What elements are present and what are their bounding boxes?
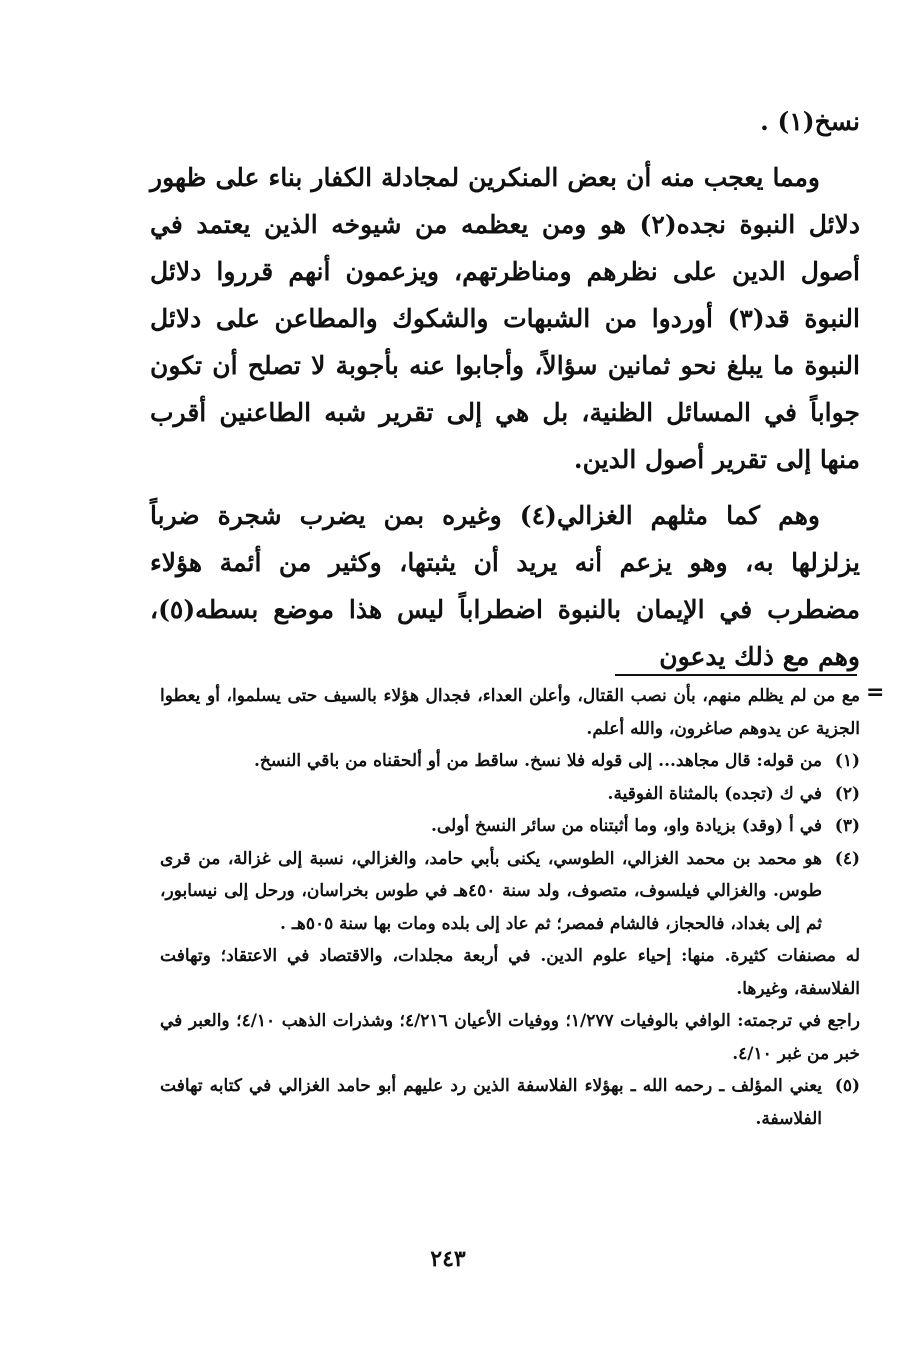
footnote-number: (٤) <box>834 848 860 869</box>
footnote-text: في ك (تجده) بالمثناة الفوقية. <box>607 783 822 804</box>
footnote-number: (٣) <box>834 816 860 836</box>
main-paragraph-3: وهم كما مثلهم الغزالي(٤) وغيره بمن يضرب شجرة ضرباً يزلزلها به، وهو يزعم أنه يريد أن يثبتها، وكثير من أئمة هؤلاء مضطرب في الإيمان بالنبوة اضطراباً ليس هذا موضع بسطه(٥)، وهم مع ذلك يدعون <box>150 501 860 671</box>
footnote-continuation-text: مع من لم يظلم منهم، بأن نصب القتال، وأعلن العداء، فجدال هؤلاء بالسيف حتى يسلموا، أو يعطوا الجزية عن يدوهم صاغرون، والله أعلم. <box>160 686 860 739</box>
page-number: ٢٤٣ <box>430 1246 466 1272</box>
footnote-5 <box>160 1070 860 1135</box>
main-paragraph-1: نسخ(١) . <box>760 107 860 136</box>
footnote-number: (١) <box>834 751 860 771</box>
footnote-text: يعني المؤلف ـ رحمه الله ـ بهؤلاء الفلاسفة الذين رد عليهم أبو حامد الغزالي في كتابه تهافت الفلاسفة. <box>160 1076 822 1129</box>
footnote-2 <box>160 778 860 811</box>
footnote-text: من قوله: قال مجاهد... إلى قوله فلا نسخ. ساقط من أو ألحقناه من باقي النسخ. <box>254 751 822 771</box>
footnote-4-references: راجع في ترجمته: الوافي بالوفيات ١/٢٧٧؛ ووفيات الأعيان ٤/٢١٦؛ وشذرات الذهب ٤/١٠؛ والعبر في خبر من غبر ٤/١٠. <box>160 1011 860 1064</box>
footnote-number: (٥) <box>834 1076 860 1096</box>
main-paragraph-2: ومما يعجب منه أن بعض المنكرين لمجادلة الكفار بناء على ظهور دلائل النبوة نجده(٢) هو ومن يعظمه من شيوخه الذين يعتمد في أصول الدين على نظرهم ومناظرتهم، ويزعمون أنهم قرروا دلائل النبوة قد(٣) أوردوا من الشبهات والشكوك والمطاعن على دلائل النبوة ما يبلغ نحو ثمانين سؤالاً، وأجابوا عنه بأجوبة لا تصلح أن تكون جواباً في المسائل الظنية، بل هي إلى تقرير شبه الطاعنين أقرب منها إلى تقرير أصول الدين. <box>150 163 860 474</box>
footnotes-block <box>160 680 860 1135</box>
footnote-separator <box>615 674 857 676</box>
main-text-block <box>150 98 860 680</box>
footnote-1 <box>160 745 860 778</box>
footnote-number: (٢) <box>834 783 860 804</box>
footnote-4-works: له مصنفات كثيرة. منها: إحياء علوم الدين. في أربعة مجلدات، والاقتصاد في الاعتقاد؛ وتهافت الفلاسفة، وغيرها. <box>160 946 860 999</box>
footnote-text: في أ (وقد) بزيادة واو، وما أثبتناه من سائر النسخ أولى. <box>430 816 822 836</box>
footnote-3 <box>160 810 860 843</box>
footnote-text: هو محمد بن محمد الغزالي، الطوسي، يكنى بأبي حامد، والغزالي، نسبة إلى غزالة، من قرى طوس. والغزالي فيلسوف، متصوف، ولد سنة ٤٥٠هـ في طوس بخراسان، ورحل إلى نيسابور، ثم إلى بغداد، فالحجاز، فالشام فمصر؛ ثم عاد إلى بلده ومات بها سنة ٥٠٥هـ . <box>160 848 822 934</box>
footnote-continuation-mark: = <box>866 680 885 705</box>
footnote-4 <box>160 843 860 941</box>
